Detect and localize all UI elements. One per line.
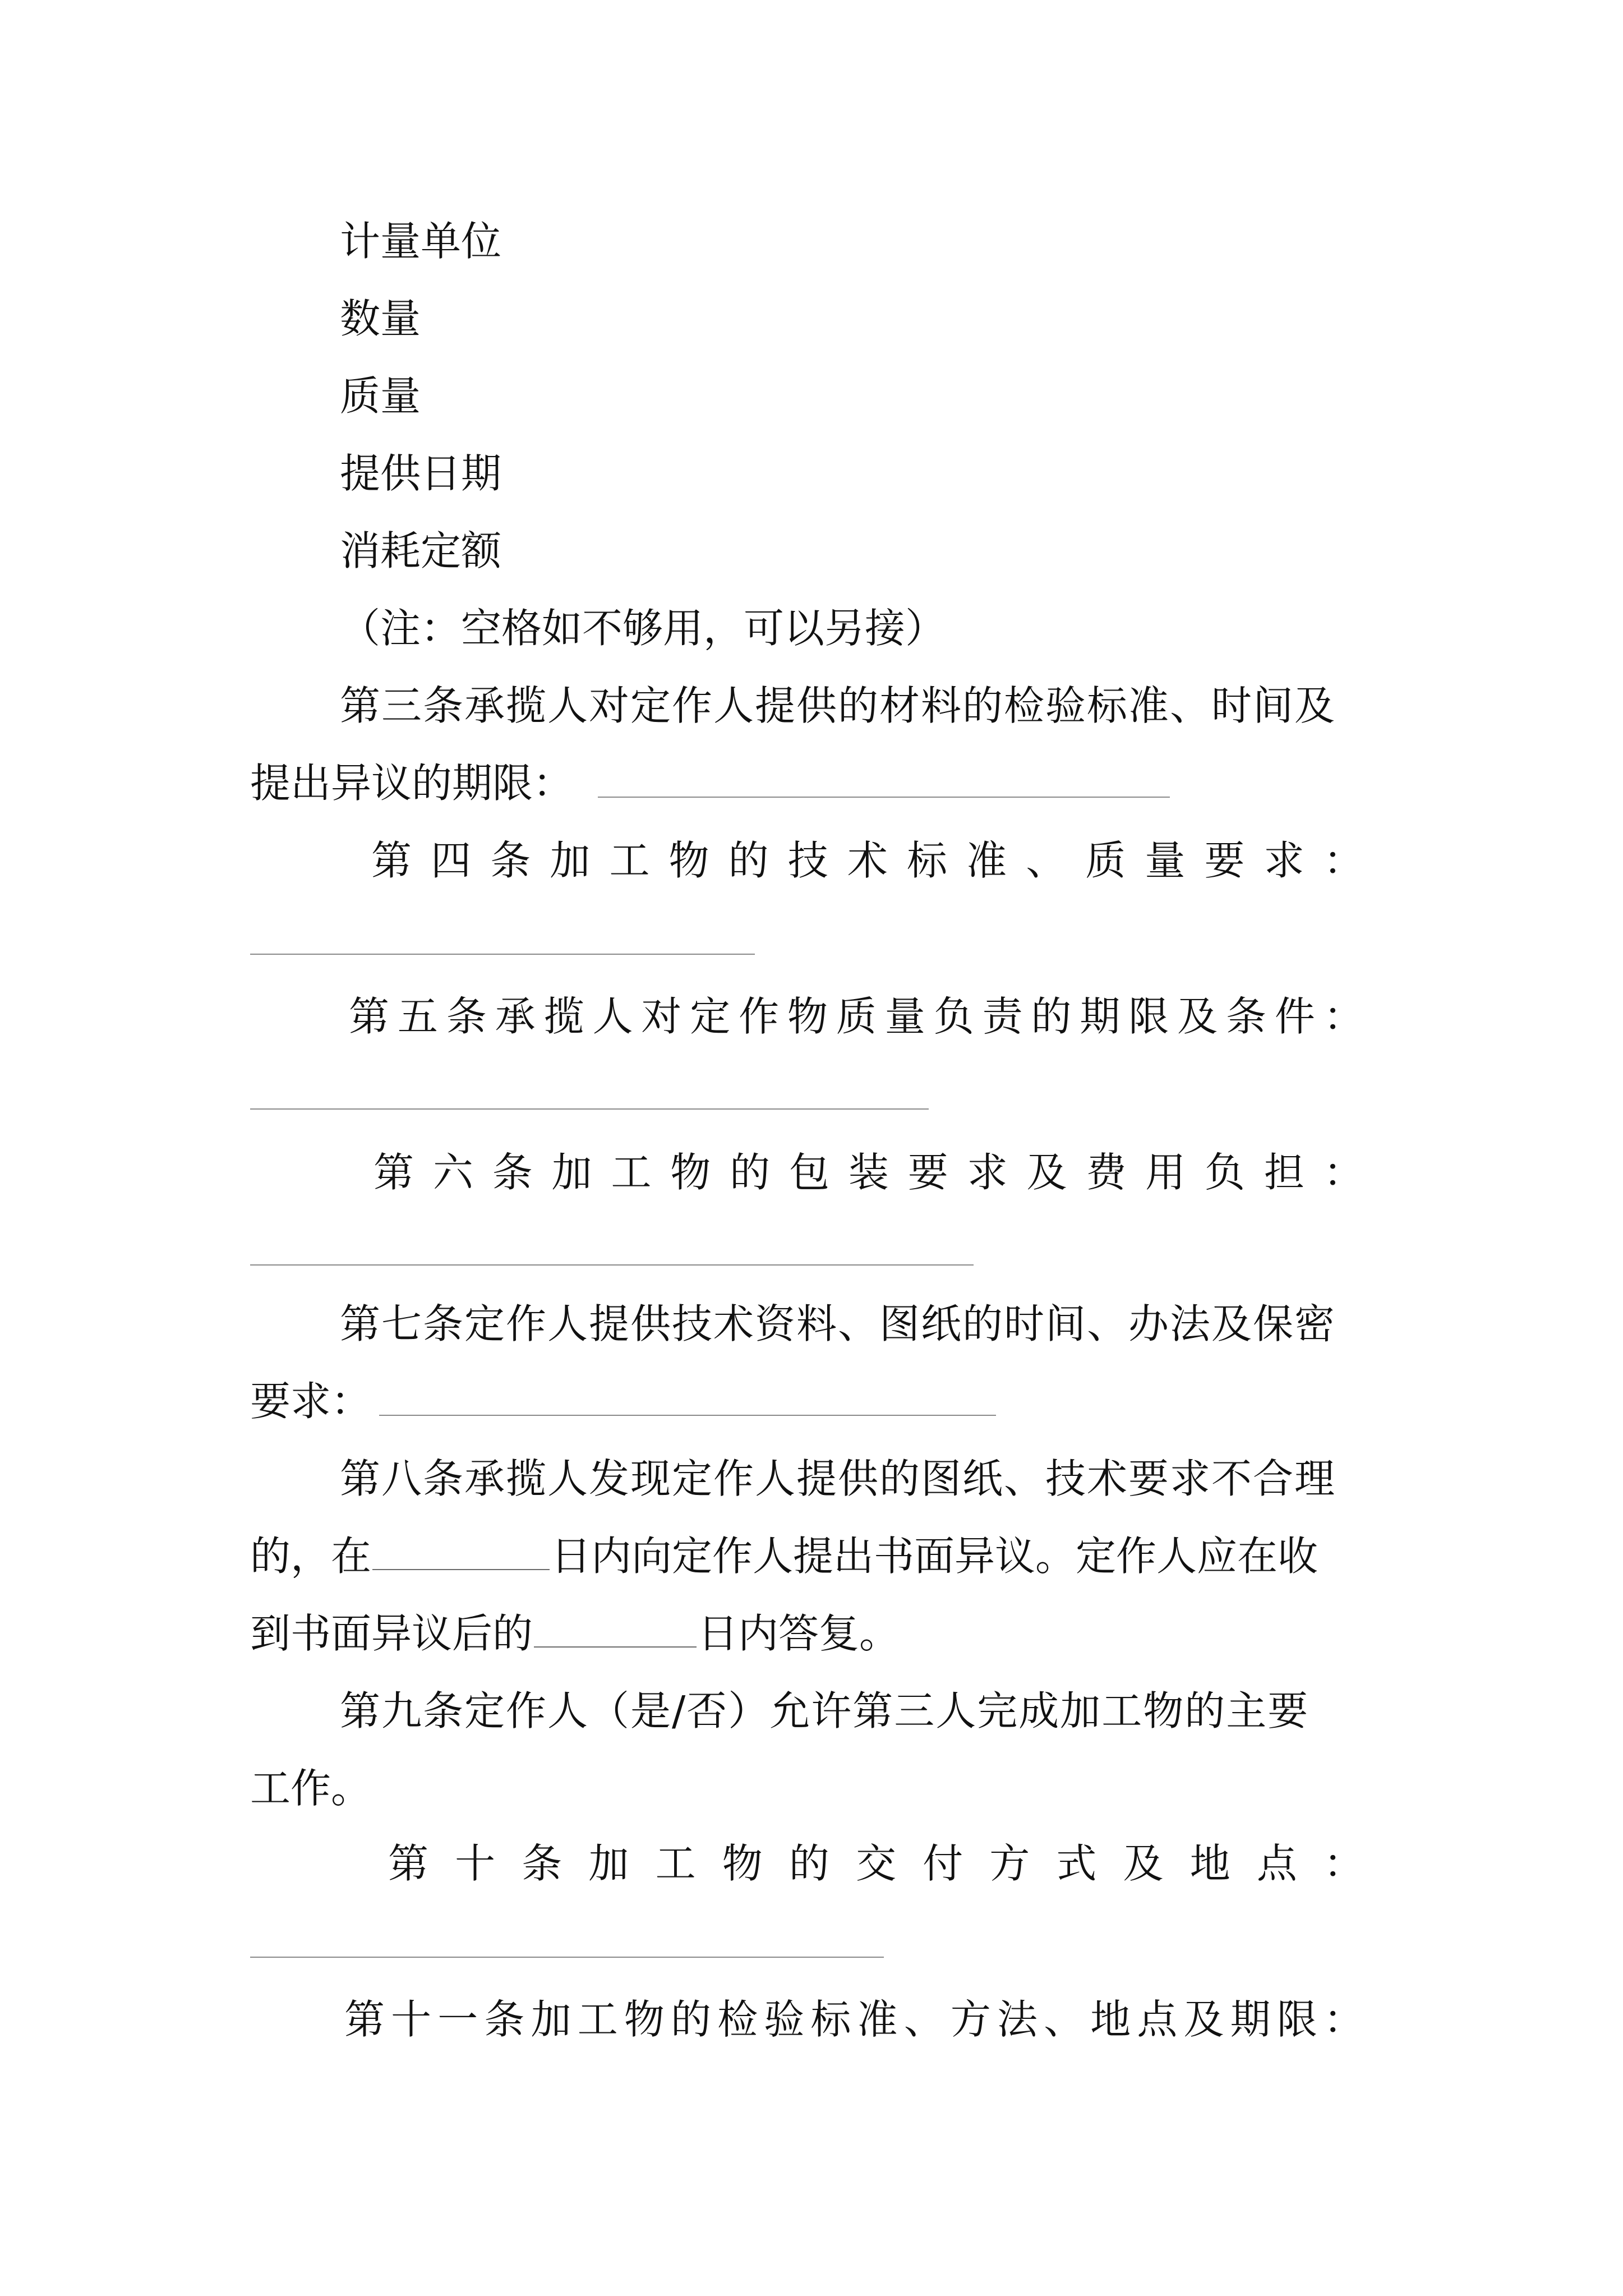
article-char: 第	[388, 1840, 429, 1887]
article-char: 质	[1085, 837, 1126, 884]
article-char: 负	[1205, 1149, 1246, 1196]
item-quantity: 数量	[340, 295, 421, 342]
article-char: 方	[989, 1840, 1030, 1887]
article-char: 式	[1056, 1840, 1097, 1887]
article-8-days-blank-2	[534, 1609, 697, 1648]
article-char: 条	[484, 1996, 525, 2043]
article-char: 地	[1090, 1996, 1131, 2043]
article-char: 量	[884, 993, 925, 1040]
article-char: 的	[728, 837, 769, 884]
article-char: 地	[1189, 1840, 1230, 1887]
article-char: 及	[1026, 1149, 1067, 1196]
article-char: 十	[455, 1840, 496, 1887]
article-char: 物	[624, 1996, 665, 2043]
article-9-line-2: 工作。	[250, 1765, 372, 1812]
article-char: 要	[1204, 837, 1245, 884]
article-char: 件	[1274, 993, 1315, 1040]
article-char: 的	[670, 1996, 711, 2043]
article-char: 技	[787, 837, 828, 884]
item-supply-date: 提供日期	[340, 450, 502, 497]
article-char: 方	[950, 1996, 991, 2043]
article-char: 质	[836, 993, 877, 1040]
article-char: 物	[668, 837, 709, 884]
article-char: 负	[933, 993, 974, 1040]
article-char: 的	[730, 1149, 771, 1196]
article-char: 求	[967, 1149, 1008, 1196]
article-char: 物	[722, 1840, 763, 1887]
article-char: 量	[1145, 837, 1186, 884]
article-char: 标	[906, 837, 947, 884]
article-char: 第	[349, 993, 390, 1040]
article-char: 加	[531, 1996, 571, 2043]
article-char: 第	[344, 1996, 385, 2043]
article-7-line-1: 第七条定作人提供技术资料、图纸的时间、办法及保密	[340, 1300, 1336, 1347]
article-7-label: 要求：	[250, 1378, 372, 1425]
article-char: 、	[1044, 1996, 1085, 2043]
article-4-line	[371, 832, 1364, 889]
article-char: 及	[1177, 993, 1218, 1040]
article-4-blank	[250, 954, 755, 955]
article-8-line-3	[250, 1605, 900, 1662]
article-8-line-3-end: 日内答复。	[698, 1610, 900, 1657]
article-char: 验	[764, 1996, 805, 2043]
article-char: 责	[982, 993, 1023, 1040]
article-5-line	[349, 988, 1364, 1045]
article-char: 加	[588, 1840, 629, 1887]
article-char: 要	[907, 1149, 948, 1196]
article-char: 限	[1128, 993, 1169, 1040]
article-char: 的	[1031, 993, 1072, 1040]
article-char: ：	[1323, 993, 1364, 1040]
article-char: 加	[551, 1149, 592, 1196]
article-8-days-blank-1	[372, 1532, 550, 1570]
article-char: 装	[848, 1149, 889, 1196]
article-char: 六	[432, 1149, 473, 1196]
article-3-label: 提出异议的期限：	[250, 760, 574, 807]
article-char: 揽	[543, 993, 584, 1040]
article-11-line	[344, 1991, 1364, 2047]
article-10-line	[388, 1835, 1364, 1892]
article-7-blank	[379, 1415, 996, 1416]
article-char: 准	[857, 1996, 898, 2043]
article-char: 工	[577, 1996, 618, 2043]
article-char: ：	[1323, 1840, 1364, 1887]
article-char: 第	[374, 1149, 414, 1196]
note-text: （注：空格如不够用，可以另接）	[340, 605, 946, 652]
article-char: 的	[789, 1840, 829, 1887]
article-char: 物	[787, 993, 828, 1040]
article-char: 工	[609, 837, 650, 884]
article-char: 工	[655, 1840, 696, 1887]
article-char: ：	[1323, 1996, 1364, 2043]
article-char: 承	[495, 993, 536, 1040]
article-8-line-3-start: 到书面异议后的	[250, 1610, 533, 1657]
article-char: 定	[690, 993, 731, 1040]
article-9-line-1: 第九条定作人（是/否）允许第三人完成加工物的主要	[340, 1687, 1310, 1734]
article-7-line-2	[250, 1373, 371, 1429]
article-char: 标	[810, 1996, 851, 2043]
article-char: 检	[717, 1996, 758, 2043]
article-char: 点	[1256, 1840, 1297, 1887]
article-3-blank	[598, 797, 1170, 798]
article-6-blank	[250, 1264, 974, 1266]
article-8-line-2-start: 的，在	[250, 1533, 372, 1580]
article-char: 物	[670, 1149, 711, 1196]
article-8-line-2-end: 日内向定作人提出书面异议。定作人应在收	[551, 1533, 1318, 1580]
item-unit: 计量单位	[340, 218, 502, 265]
article-char: 期	[1080, 993, 1121, 1040]
article-char: 法	[997, 1996, 1038, 2043]
article-char: 五	[397, 993, 438, 1040]
article-char: 工	[611, 1149, 652, 1196]
article-char: 包	[789, 1149, 830, 1196]
article-char: 作	[739, 993, 780, 1040]
article-char: ：	[1323, 837, 1364, 884]
article-char: 期	[1230, 1996, 1271, 2043]
article-char: 人	[592, 993, 633, 1040]
article-char: ：	[1323, 1149, 1364, 1196]
article-char: 条	[1226, 993, 1267, 1040]
article-char: 及	[1183, 1996, 1224, 2043]
article-8-line-1: 第八条承揽人发现定作人提供的图纸、技术要求不合理	[340, 1455, 1336, 1502]
article-char: 术	[847, 837, 888, 884]
article-char: 四	[431, 837, 472, 884]
article-5-blank	[250, 1108, 929, 1110]
article-char: 担	[1264, 1149, 1304, 1196]
article-char: 条	[522, 1840, 562, 1887]
article-char: 付	[923, 1840, 963, 1887]
article-char: 交	[855, 1840, 896, 1887]
article-char: 条	[490, 837, 531, 884]
article-char: 费	[1086, 1149, 1127, 1196]
article-char: 十	[391, 1996, 432, 2043]
article-3-line-2	[250, 755, 573, 811]
article-char: 一	[437, 1996, 478, 2043]
article-char: 条	[492, 1149, 533, 1196]
article-char: 对	[641, 993, 682, 1040]
article-6-line	[374, 1144, 1364, 1200]
article-char: 加	[550, 837, 591, 884]
article-char: 求	[1264, 837, 1304, 884]
article-char: 准	[966, 837, 1007, 884]
article-char: 及	[1123, 1840, 1164, 1887]
article-char: 、	[1026, 837, 1067, 884]
article-8-line-2	[250, 1528, 1318, 1584]
article-char: 用	[1145, 1149, 1186, 1196]
article-3-line-1: 第三条承揽人对定作人提供的材料的检验标准、时间及	[340, 682, 1336, 729]
item-consumption: 消耗定额	[340, 527, 502, 574]
article-char: 限	[1276, 1996, 1317, 2043]
article-char: 第	[371, 837, 412, 884]
article-char: 条	[446, 993, 487, 1040]
article-char: 、	[903, 1996, 944, 2043]
item-quality: 质量	[340, 372, 421, 420]
article-10-blank	[250, 1957, 884, 1958]
article-char: 点	[1137, 1996, 1178, 2043]
